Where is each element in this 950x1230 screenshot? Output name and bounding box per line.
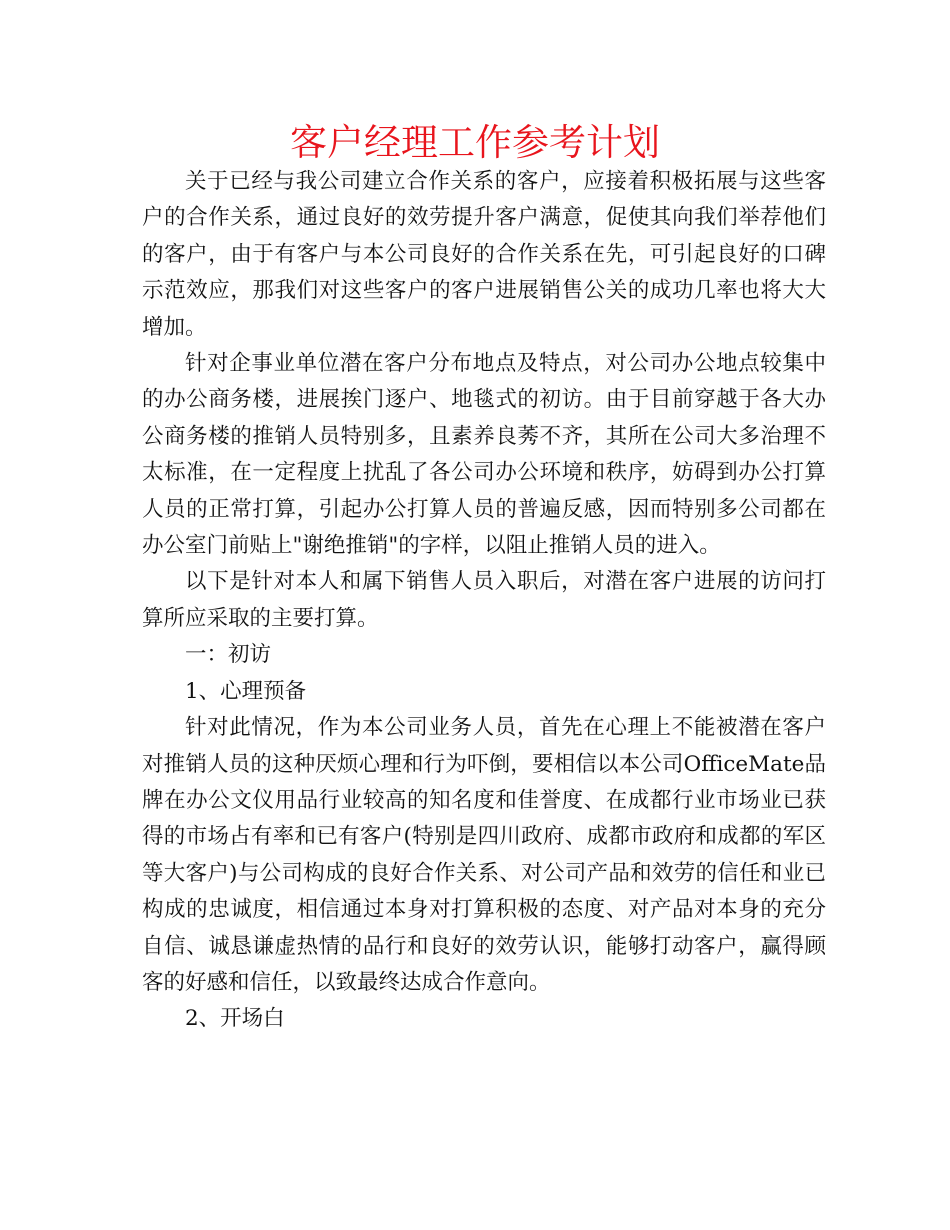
section-heading-first-visit: 一：初访: [185, 642, 272, 668]
document-body: [142, 164, 826, 1038]
subsection-heading-opening-remarks: 2、开场白: [185, 1006, 285, 1032]
paragraph-visit-plan-intro: 以下是针对本人和属下销售人员入职后，对潜在客户进展的访问打算所应采取的主要打算。: [142, 569, 826, 631]
paragraph-initial-visits: 针对企事业单位潜在客户分布地点及特点，对公司办公地点较集中的办公商务楼，进展挨门逐户、地毯式的初访。由于目前穿越于各大办公商务楼的推销人员特别多，且素养良莠不齐，其所在公司大多治理不太标准，在一定程度上扰乱了各公司办公环境和秩序，妨碍到办公打算人员的正常打算，引起办公打算人员的普遍反感，因而特别多公司都在办公室门前贴上"谢绝推销"的字样，以阻止推销人员的进入。: [142, 351, 826, 559]
document-title: 客户经理工作参考计划: [290, 121, 660, 164]
paragraph-existing-clients: 关于已经与我公司建立合作关系的客户，应接着积极拓展与这些客户的合作关系，通过良好的效劳提升客户满意，促使其向我们举荐他们的客户，由于有客户与本公司良好的合作关系在先，可引起良好的口碑示范效应，那我们对这些客户的客户进展销售公关的成功几率也将大大增加。: [142, 169, 826, 340]
paragraph-mental-preparation: 针对此情况，作为本公司业务人员，首先在心理上不能被潜在客户对推销人员的这种厌烦心理和行为吓倒，要相信以本公司OfficeMate品牌在办公文仪用品行业较高的知名度和佳誉度、在成都行业市场业已获得的市场占有率和已有客户(特别是四川政府、成都市政府和成都的军区等大客户)与公司构成的良好合作关系、对公司产品和效劳的信任和业已构成的忠诚度，相信通过本身对打算积极的态度、对产品对本身的充分自信、诚恳谦虚热情的品行和良好的效劳认识，能够打动客户，赢得顾客的好感和信任，以致最终达成合作意向。: [142, 715, 826, 995]
subsection-heading-mental-preparation: 1、心理预备: [185, 678, 307, 704]
